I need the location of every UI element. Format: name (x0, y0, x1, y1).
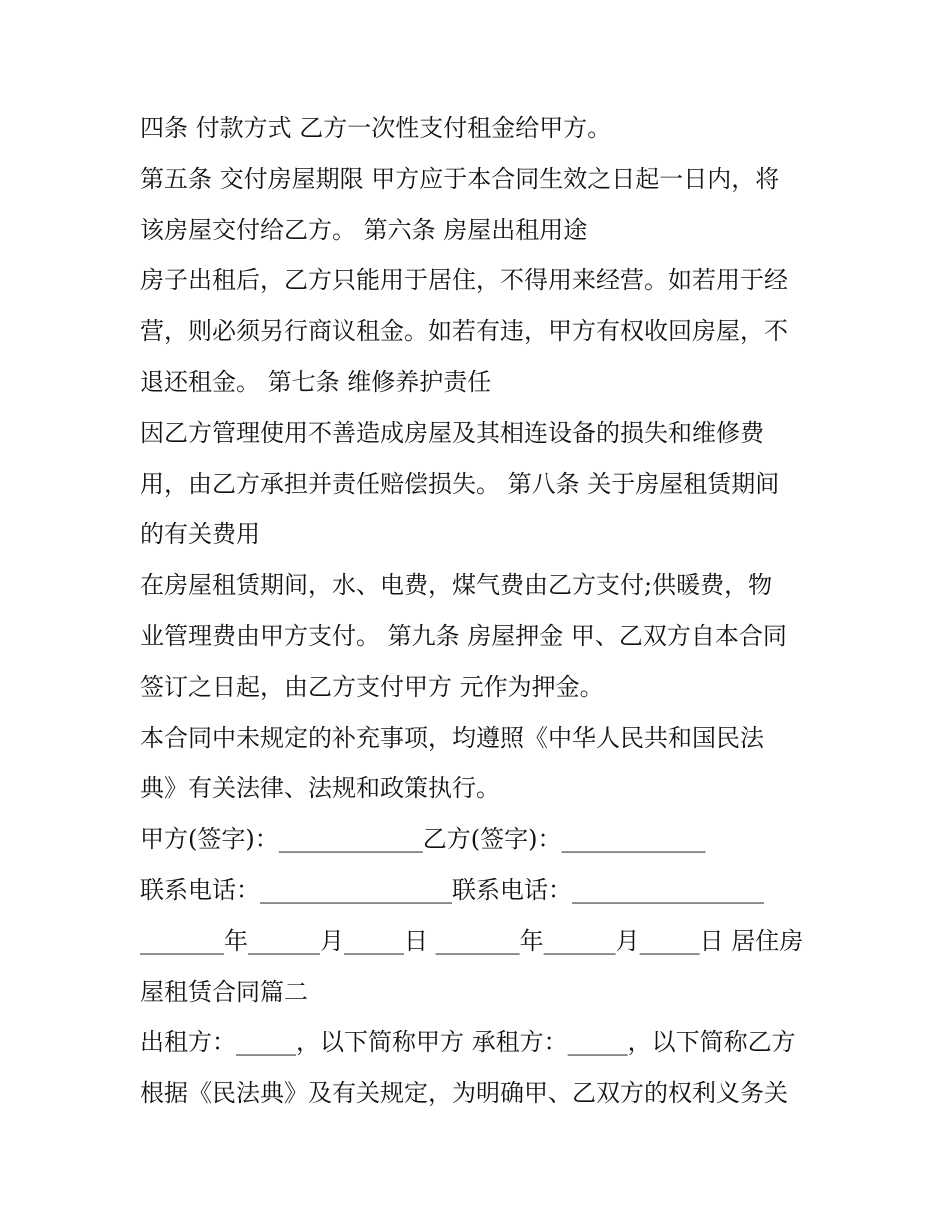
contract-text-body (140, 103, 830, 1119)
text-line: 在房屋租赁期间，水、电费，煤气费由乙方支付;供暖费，物 (140, 571, 773, 600)
text-line: 因乙方管理使用不善造成房屋及其相连设备的损失和维修费 (140, 418, 764, 447)
text-line: 房子出租后，乙方只能用于居住，不得用来经营。如若用于经 (140, 266, 788, 295)
text-line: 用，由乙方承担并责任赔偿损失。 第八条 关于房屋租赁期间 (140, 469, 780, 498)
text-line: 出租方：_____，以下简称甲方 承租方：_____，以下简称乙方 (140, 1028, 796, 1057)
signature-line-phone: 联系电话：________________联系电话：________________ (140, 875, 764, 904)
text-line: 的有关费用 (140, 520, 260, 549)
text-line: 该房屋交付给乙方。 第六条 房屋出租用途 (140, 215, 588, 244)
text-line: 营，则必须另行商议租金。如若有违，甲方有权收回房屋，不 (140, 317, 788, 346)
text-line: 本合同中未规定的补充事项，均遵照《中华人民共和国民法 (140, 723, 764, 752)
text-line: 第五条 交付房屋期限 甲方应于本合同生效之日起一日内，将 (140, 164, 780, 193)
text-line: 签订之日起，由乙方支付甲方 元作为押金。 (140, 672, 604, 701)
signature-line-party: 甲方(签字)：____________乙方(签字)：____________ (140, 825, 706, 854)
text-line: 屋租赁合同篇二 (140, 977, 308, 1006)
text-line: 四条 付款方式 乙方一次性支付租金给甲方。 (140, 114, 612, 142)
text-line: 退还租金。 第七条 维修养护责任 (140, 367, 492, 396)
text-line: 业管理费由甲方支付。 第九条 房屋押金 甲、乙双方自本合同 (140, 621, 787, 650)
text-line: 根据《民法典》及有关规定，为明确甲、乙双方的权利义务关 (140, 1079, 788, 1108)
signature-line-date: _______年______月_____日 _______年______月_____日 居住房 (140, 926, 804, 955)
text-line: 典》有关法律、法规和政策执行。 (140, 774, 500, 803)
